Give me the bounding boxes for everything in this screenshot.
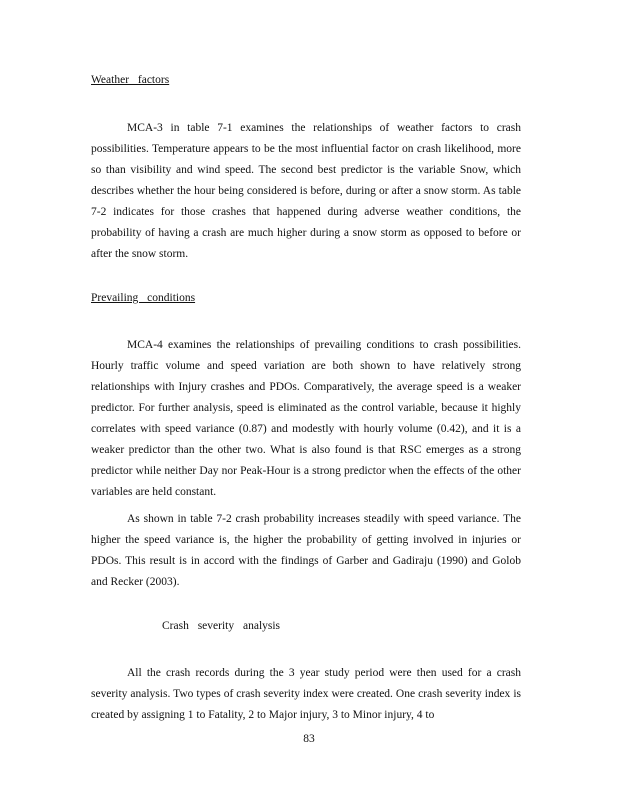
prevailing-conditions-text-2: As shown in table 7-2 crash probability increases steadily with speed variance. The higher the speed variance is, the higher the probability of getting involved in injuries or PDOs. This result is in accord with the findings of Garber and Gadiraju (1990) and Golob and Recker (2003). bbox=[91, 513, 521, 588]
crash-severity-paragraph bbox=[91, 663, 521, 726]
prevailing-conditions-paragraph-1 bbox=[91, 335, 521, 503]
prevailing-conditions-paragraph-2 bbox=[91, 509, 521, 593]
crash-severity-heading: Crash severity analysis bbox=[162, 620, 281, 632]
page-number: 83 bbox=[303, 733, 315, 745]
crash-severity-text: All the crash records during the 3 year study period were then used for a crash severity analysis. Two types of crash severity index were created. One crash severity index is created by assigning 1 to Fatality, 2 to Major injury, 3 to Minor injury, 4 to bbox=[91, 667, 521, 721]
weather-factors-heading: Weather factors bbox=[91, 74, 170, 86]
prevailing-conditions-text-1: MCA-4 examines the relationships of prevailing conditions to crash possibilities. Hourly traffic volume and speed variation are both shown to have relatively strong relationships with Injury crashes and PDOs. Comparatively, the average speed is a weaker predictor. For further analysis, speed is eliminated as the control variable, because it highly correlates with speed variance (0.87) and modestly with hourly volume (0.42), and it is a weaker predictor than the other two. What is also found is that RSC emerges as a strong predictor while neither Day nor Peak-Hour is a strong predictor when the effects of the other variables are held constant. bbox=[91, 339, 521, 498]
weather-factors-paragraph bbox=[91, 118, 521, 265]
weather-factors-text: MCA-3 in table 7-1 examines the relationships of weather factors to crash possibilities. Temperature appears to be the most influential factor on crash likelihood, more so than visibility and wind speed. The second best predictor is the variable Snow, which describes whether the hour being considered is before, during or after a snow storm. As table 7-2 indicates for those crashes that happened during adverse weather conditions, the probability of having a crash are much higher during a snow storm as opposed to before or after the snow storm. bbox=[91, 122, 521, 260]
prevailing-conditions-heading: Prevailing conditions bbox=[91, 292, 196, 304]
